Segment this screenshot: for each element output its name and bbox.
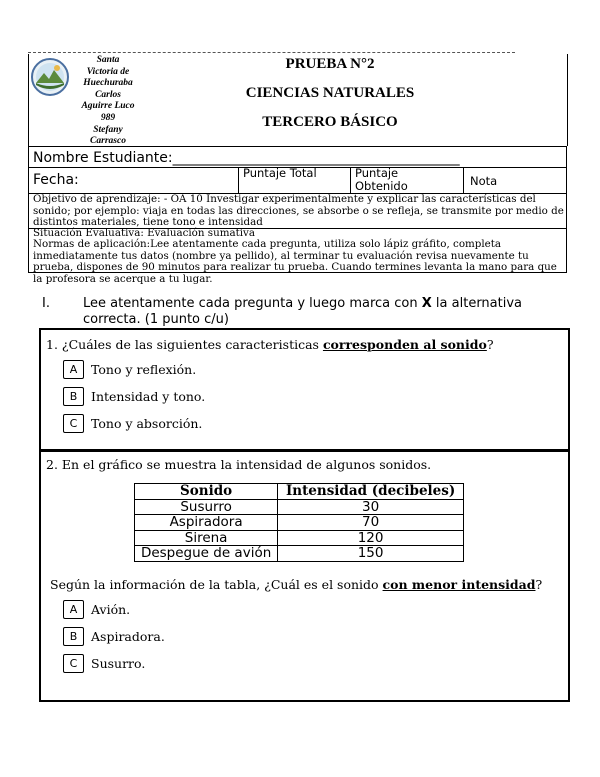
grade-label: Nota [470,174,498,188]
instruction-text: la alternativa correcta. (1 punto c/u) [83,296,523,327]
q1-option-c-box[interactable]: C [63,414,84,433]
table-header-sound: Sonido [135,484,278,500]
table-cell-sound: Susurro [135,499,278,515]
section-number: I. [42,296,50,311]
school-line: Victoria de [86,66,130,77]
info-border [238,167,239,193]
school-line: Santa [96,55,120,65]
info-border [566,146,567,272]
question-2-text [50,577,542,592]
mark-symbol: X [421,296,432,311]
table-cell-sound: Sirena [135,530,278,546]
table-row [135,499,464,515]
q2-option-c-text[interactable]: Susurro. [91,656,146,671]
table-cell-intensity: 120 [278,530,464,546]
table-row [135,546,464,562]
subject-title: CIENCIAS NATURALES [245,85,415,101]
q1-option-c-text[interactable]: Tono y absorción. [91,416,203,431]
table-cell-intensity: 30 [278,499,464,515]
info-border [350,167,351,193]
question-1-prefix: 1. ¿Cuáles de las siguientes caracteristicas [46,337,323,352]
school-line: Carrasco [90,136,126,147]
table-cell-sound: Aspiradora [135,515,278,531]
table-row [135,530,464,546]
grade-title: TERCERO BÁSICO [262,114,398,130]
school-line: Huechuraba [83,78,133,89]
sound-intensity-table [134,483,464,562]
header-dashed-line [28,52,515,53]
question-1-suffix: ? [486,337,494,352]
question-1-text [46,337,494,352]
question-2-intro: 2. En el gráfico se muestra la intensidad de algunos sonidos. [46,457,432,472]
school-line: Aguirre Luco [81,101,135,112]
info-border [28,146,567,147]
question-2-prefix: Según la información de la tabla, ¿Cuál es el sonido [50,577,383,592]
table-row [135,515,464,531]
q2-option-a-box[interactable]: A [63,600,84,619]
table-cell-sound: Despegue de avión [135,546,278,562]
q2-option-b-box[interactable]: B [63,627,84,646]
q1-option-b-box[interactable]: B [63,387,84,406]
application-rules: Normas de aplicación:Lee atentamente cada pregunta, utiliza solo lápiz gráfito, completa inmediatamente tus datos (nombre ya pellido), al terminar tu evaluación revisa nuevamente tu prueba, dispones de 90 minutos para realizar tu prueba. Cuando termines levanta la mano para que la profesora se acerque a tu lugar. [33,238,557,285]
school-info [70,55,146,148]
school-logo [30,57,70,97]
school-line: 989 [100,112,116,123]
evaluation-situation: Situación Evaluativa: Evaluación sumativa [33,227,255,239]
table-header-intensity: Intensidad (decibeles) [278,484,464,500]
info-border [28,146,29,272]
instruction-text: Lee atentamente cada pregunta y luego marca con [83,296,422,311]
table-header-row [135,484,464,500]
school-line: Carlos [95,89,121,100]
q2-option-a-text[interactable]: Avión. [91,602,131,617]
q1-option-a-text[interactable]: Tono y reflexión. [91,362,197,377]
question-2-suffix: ? [535,577,543,592]
q1-option-a-box[interactable]: A [63,360,84,379]
q2-option-b-text[interactable]: Aspiradora. [91,629,165,644]
info-border [463,167,464,193]
q1-option-b-text[interactable]: Intensidad y tono. [91,389,206,404]
obtained-score-label: Puntaje Obtenido [355,166,408,193]
student-name-field[interactable]: Nombre Estudiante:_________________________________________ [33,150,460,166]
school-line: Stefany [93,124,123,135]
question-1-emphasis: corresponden al sonido [322,337,487,352]
total-score-label: Puntaje Total [243,166,317,180]
test-title: PRUEBA N°2 [285,56,375,72]
learning-objective: Objetivo de aprendizaje: - OA 10 Investigar experimentalmente y explicar las características del sonido; por ejemplo: viaja en todas las direcciones, se absorbe o se refleja, se transmite por medio de distintos materiales, tiene tono e intensidad [33,193,564,228]
table-cell-intensity: 70 [278,515,464,531]
q2-option-c-box[interactable]: C [63,654,84,673]
date-field[interactable]: Fecha: [33,172,79,188]
table-cell-intensity: 150 [278,546,464,562]
question-2-emphasis: con menor intensidad [382,577,536,592]
section-instructions [83,296,563,328]
